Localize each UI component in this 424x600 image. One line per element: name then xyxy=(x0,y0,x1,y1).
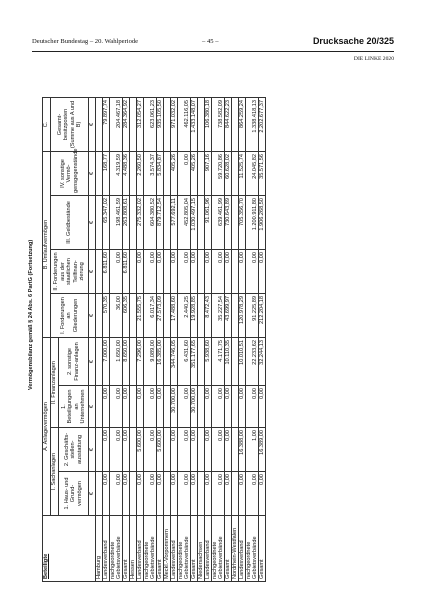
value-cell: 120.978,29 xyxy=(239,293,246,337)
empty-cell xyxy=(130,151,137,195)
value-cell: 263.808,61 xyxy=(123,195,130,249)
section-name: Niedersachsen xyxy=(198,516,205,582)
value-cell: 6.811,60 xyxy=(103,249,110,293)
value-cell: 5.834,87 xyxy=(157,151,164,195)
table-row xyxy=(103,97,110,581)
unit-cell: € xyxy=(89,337,96,385)
value-cell: 879.712,54 xyxy=(157,195,164,249)
section-name: Meckl.-Vorpommern xyxy=(164,516,171,582)
value-cell: 907,16 xyxy=(205,151,212,195)
value-cell: 65.347,02 xyxy=(103,195,110,249)
group-c: C. xyxy=(43,97,51,151)
value-cell: 275.332,02 xyxy=(137,195,144,249)
total-row xyxy=(191,97,198,581)
value-cell: 0,00 xyxy=(212,472,225,516)
value-cell: 0,00 xyxy=(144,386,157,428)
value-cell: 0,00 xyxy=(239,386,246,428)
empty-cell xyxy=(130,428,137,472)
value-cell: 106.380,18 xyxy=(205,97,212,151)
value-cell: 606,35 xyxy=(123,293,130,337)
value-cell: 0,00 xyxy=(191,249,198,293)
row-label: nachgeordnete Gebietsverbände xyxy=(144,516,157,582)
total-row xyxy=(259,97,266,581)
section-header-row xyxy=(198,97,205,581)
section-name: Nordrhein-Westfalen xyxy=(232,516,239,582)
value-cell: 21.555,75 xyxy=(137,293,144,337)
value-cell: 2.440,25 xyxy=(178,293,191,337)
section-header-row xyxy=(130,97,137,581)
value-cell: 0,00 xyxy=(191,428,198,472)
unit-cell: € xyxy=(89,428,96,472)
empty-cell xyxy=(232,151,239,195)
value-cell: 7.000,00 xyxy=(103,337,110,385)
table-row xyxy=(246,97,259,581)
unit-cell: € xyxy=(89,472,96,516)
value-cell: 1.200.911,80 xyxy=(246,195,259,249)
empty-cell xyxy=(232,337,239,385)
row-label: Landesverband xyxy=(205,516,212,582)
value-cell: 79.897,74 xyxy=(103,97,110,151)
empty-cell xyxy=(198,293,205,337)
table-row xyxy=(212,97,225,581)
empty-cell xyxy=(96,249,103,293)
value-cell: 0,00 xyxy=(171,249,178,293)
empty-cell xyxy=(232,195,239,249)
row-label: Gesamt xyxy=(259,516,266,582)
empty-cell xyxy=(96,151,103,195)
value-cell: 0,00 xyxy=(123,386,130,428)
empty-cell xyxy=(232,249,239,293)
empty-cell xyxy=(198,97,205,151)
page-number: – 45 – xyxy=(202,38,219,45)
value-cell: 1.433.148,07 xyxy=(191,97,198,151)
value-cell: 9.089,00 xyxy=(144,337,157,385)
value-cell: 604.380,52 xyxy=(144,195,157,249)
section-name: Hamburg xyxy=(96,516,103,582)
empty-cell xyxy=(232,293,239,337)
value-cell: 0,00 xyxy=(259,472,266,516)
value-cell: 730.643,89 xyxy=(225,195,232,249)
header-gesamtbesitzposten: Gesamt-besitzposten (Summe aus A und B) xyxy=(51,97,89,151)
value-cell: 212.204,18 xyxy=(259,293,266,337)
value-cell: 0,00 xyxy=(144,428,157,472)
value-cell: 0,00 xyxy=(225,249,232,293)
empty-cell xyxy=(96,337,103,385)
value-cell: 1.030.497,15 xyxy=(191,195,198,249)
value-cell: 623.061,23 xyxy=(144,97,157,151)
value-cell: 6.017,34 xyxy=(144,293,157,337)
value-cell: 452.805,04 xyxy=(178,195,191,249)
value-cell: 0,00 xyxy=(205,386,212,428)
empty-cell xyxy=(130,97,137,151)
table-row xyxy=(110,97,123,581)
row-label: nachgeordnete Gebietsverbände xyxy=(212,516,225,582)
empty-cell xyxy=(130,386,137,428)
value-cell: 2.202.677,37 xyxy=(259,97,266,151)
value-cell: 971.032,02 xyxy=(171,97,178,151)
empty-cell xyxy=(164,428,171,472)
value-cell: 36,00 xyxy=(110,293,123,337)
header-rule xyxy=(32,51,394,52)
value-cell: 30.700,00 xyxy=(171,386,178,428)
value-cell: 0,00 xyxy=(110,472,123,516)
empty-cell xyxy=(130,293,137,337)
value-cell: 1.906.268,50 xyxy=(259,195,266,249)
header-forderungen-gliederungen: I. Forderungen an Gliederungen xyxy=(51,293,89,337)
header-beteiligungen: 1. Beteiligungen an Unternehmen xyxy=(59,386,89,428)
document-number: Drucksache 20/325 xyxy=(312,36,394,46)
value-cell: 0,00 xyxy=(246,249,259,293)
empty-cell xyxy=(130,249,137,293)
value-cell: 32.244,13 xyxy=(259,337,266,385)
empty-cell xyxy=(164,472,171,516)
value-cell: 91.061,96 xyxy=(205,195,212,249)
value-cell: 8.472,43 xyxy=(205,293,212,337)
header-forderungen-teilfinanzierung: II. Forderungen aus der staatlichen Teilfinan-zierung xyxy=(51,249,89,293)
empty-cell xyxy=(164,337,171,385)
value-cell: 5.600,00 xyxy=(157,428,164,472)
value-cell: 705.356,70 xyxy=(239,195,246,249)
value-cell: 738.582,09 xyxy=(212,97,225,151)
value-cell: 43.699,97 xyxy=(225,293,232,337)
table-header xyxy=(43,97,96,581)
header-geldbestaende: III. Geldbestände xyxy=(51,195,89,249)
value-cell: 0,00 xyxy=(171,428,178,472)
row-label: Gesamt xyxy=(123,516,130,582)
header-sachanlagen: I. Sachanlagen xyxy=(51,428,59,516)
section-header-row xyxy=(96,97,103,581)
value-cell: 60.628,02 xyxy=(225,151,232,195)
header-haus-grundvermoegen: 1. Haus- und Grund-vermögen xyxy=(59,472,89,516)
value-cell: 935.105,50 xyxy=(157,97,164,151)
value-cell: 0,00 xyxy=(178,249,191,293)
table-body xyxy=(96,97,266,581)
value-cell: 0,00 xyxy=(212,249,225,293)
row-label: Gesamt xyxy=(225,516,232,582)
empty-cell xyxy=(232,428,239,472)
empty-cell xyxy=(198,337,205,385)
row-label: Landesverband xyxy=(103,516,110,582)
empty-cell xyxy=(164,151,171,195)
column-beteiligte: Beteiligte xyxy=(43,516,96,582)
value-cell: 0,00 xyxy=(178,386,191,428)
section-name: Hessen xyxy=(130,516,137,582)
value-cell: 0,00 xyxy=(157,249,164,293)
value-cell: 16.385,00 xyxy=(157,337,164,385)
row-label: nachgeordnete Gebietsverbände xyxy=(246,516,259,582)
page-header xyxy=(32,38,394,50)
value-cell: 0,00 xyxy=(137,386,144,428)
value-cell: 844.622,23 xyxy=(225,97,232,151)
section-header-row xyxy=(232,97,239,581)
value-cell: 17.488,60 xyxy=(171,293,178,337)
value-cell: 16.388,00 xyxy=(239,428,246,472)
empty-cell xyxy=(96,386,103,428)
value-cell: 16.389,00 xyxy=(259,428,266,472)
rotated-table-container xyxy=(42,98,392,582)
value-cell: 4.488,36 xyxy=(123,151,130,195)
value-cell: 0,00 xyxy=(178,472,191,516)
row-label: nachgeordnete Gebietsverbände xyxy=(178,516,191,582)
value-cell: 0,00 xyxy=(137,249,144,293)
unit-cell: € xyxy=(89,195,96,249)
value-cell: 1,00 xyxy=(246,428,259,472)
value-cell: 6.431,60 xyxy=(178,337,191,385)
empty-cell xyxy=(232,97,239,151)
empty-cell xyxy=(232,472,239,516)
value-cell: 1.338.418,13 xyxy=(246,97,259,151)
header-finanzanlagen: II. Finanzanlagen xyxy=(51,337,59,427)
empty-cell xyxy=(198,386,205,428)
value-cell: 24.045,82 xyxy=(246,151,259,195)
value-cell: 0,00 xyxy=(239,249,246,293)
value-cell: 0,00 xyxy=(103,386,110,428)
value-cell: 10.110,35 xyxy=(225,337,232,385)
value-cell: 0,00 xyxy=(137,472,144,516)
value-cell: 35.571,56 xyxy=(259,151,266,195)
value-cell: 2.260,50 xyxy=(137,151,144,195)
value-cell: 351.177,65 xyxy=(191,337,198,385)
group-anlagevermoegen: A. Anlagevermögen xyxy=(43,337,51,515)
empty-cell xyxy=(164,293,171,337)
value-cell: 0,00 xyxy=(225,428,232,472)
value-cell: 864.259,24 xyxy=(239,97,246,151)
empty-cell xyxy=(164,97,171,151)
value-cell: 198.461,59 xyxy=(110,195,123,249)
value-cell: 6.811,60 xyxy=(123,249,130,293)
header-sonstige-finanzanlagen: 2. sonstige Finanz-anlagen xyxy=(59,337,89,385)
empty-cell xyxy=(164,386,171,428)
value-cell: 0,00 xyxy=(178,151,191,195)
value-cell: 91.225,89 xyxy=(246,293,259,337)
value-cell: 344.746,05 xyxy=(171,337,178,385)
row-label: Gesamt xyxy=(191,516,198,582)
empty-cell xyxy=(198,249,205,293)
value-cell: 0,00 xyxy=(205,428,212,472)
empty-cell xyxy=(164,195,171,249)
value-cell: 0,00 xyxy=(225,386,232,428)
value-cell: 0,00 xyxy=(212,386,225,428)
value-cell: 639.461,99 xyxy=(212,195,225,249)
row-label: Gesamt xyxy=(157,516,164,582)
value-cell: 0,00 xyxy=(144,472,157,516)
empty-cell xyxy=(198,195,205,249)
value-cell: 7.296,00 xyxy=(137,337,144,385)
value-cell: 0,00 xyxy=(123,472,130,516)
value-cell: 27.573,09 xyxy=(157,293,164,337)
empty-cell xyxy=(96,195,103,249)
value-cell: 11.525,74 xyxy=(239,151,246,195)
table-row xyxy=(205,97,212,581)
empty-cell xyxy=(96,428,103,472)
value-cell: 0,00 xyxy=(246,472,259,516)
value-cell: 0,00 xyxy=(110,428,123,472)
value-cell: 577.692,11 xyxy=(171,195,178,249)
total-row xyxy=(157,97,164,581)
value-cell: 0,00 xyxy=(110,249,123,293)
value-cell: 5.938,60 xyxy=(205,337,212,385)
value-cell: 0,00 xyxy=(123,428,130,472)
unit-cell: € xyxy=(89,249,96,293)
value-cell: 0,00 xyxy=(157,472,164,516)
empty-cell xyxy=(96,97,103,151)
value-cell: 0,00 xyxy=(212,428,225,472)
unit-cell: € xyxy=(89,293,96,337)
table-row xyxy=(144,97,157,581)
empty-cell xyxy=(130,472,137,516)
value-cell: 204.467,18 xyxy=(110,97,123,151)
table-row xyxy=(137,97,144,581)
value-cell: 0,00 xyxy=(110,386,123,428)
table-row xyxy=(171,97,178,581)
row-label: Landesverband xyxy=(137,516,144,582)
value-cell: 0,00 xyxy=(103,472,110,516)
empty-cell xyxy=(130,195,137,249)
value-cell: 35.227,54 xyxy=(212,293,225,337)
page-title: Vermögensbilanz gemäß § 24 Abs. 6 PartG (Fortsetzung) xyxy=(28,239,34,390)
value-cell: 0,00 xyxy=(205,472,212,516)
empty-cell xyxy=(232,386,239,428)
value-cell: 0,00 xyxy=(225,472,232,516)
table-row xyxy=(178,97,191,581)
empty-cell xyxy=(164,249,171,293)
value-cell: 1.650,00 xyxy=(110,337,123,385)
value-cell: 5.600,00 xyxy=(137,428,144,472)
header-sonstige-vermoegensgegenstaende: IV. sonstige Vermö-gensgegenstände xyxy=(51,151,89,195)
empty-cell xyxy=(198,428,205,472)
empty-cell xyxy=(198,472,205,516)
total-row xyxy=(123,97,130,581)
value-cell: 4.171,75 xyxy=(212,337,225,385)
empty-cell xyxy=(96,472,103,516)
value-cell: 462.116,05 xyxy=(178,97,191,151)
unit-cell: € xyxy=(89,97,96,151)
value-cell: 4.319,59 xyxy=(110,151,123,195)
value-cell: 405,26 xyxy=(171,151,178,195)
section-header-row xyxy=(164,97,171,581)
value-cell: 10.010,51 xyxy=(239,337,246,385)
group-umlaufvermoegen: B. Umlaufvermögen xyxy=(43,151,51,337)
value-cell: 0,00 xyxy=(259,386,266,428)
total-row xyxy=(225,97,232,581)
value-cell: 8.650,00 xyxy=(123,337,130,385)
party-label: DIE LINKE 2020 xyxy=(353,56,394,62)
empty-cell xyxy=(130,337,137,385)
value-cell: 0,00 xyxy=(191,472,198,516)
asset-balance-table xyxy=(42,97,266,582)
value-cell: 0,00 xyxy=(157,386,164,428)
value-cell: 0,00 xyxy=(178,428,191,472)
value-cell: 0,00 xyxy=(239,472,246,516)
value-cell: 22.233,62 xyxy=(246,337,259,385)
empty-cell xyxy=(198,151,205,195)
value-cell: 3.574,37 xyxy=(144,151,157,195)
value-cell: 570,35 xyxy=(103,293,110,337)
value-cell: 0,00 xyxy=(259,249,266,293)
value-cell: 405,26 xyxy=(191,151,198,195)
value-cell: 30.700,00 xyxy=(191,386,198,428)
value-cell: 59.720,86 xyxy=(212,151,225,195)
value-cell: 19.928,85 xyxy=(191,293,198,337)
unit-cell: € xyxy=(89,386,96,428)
value-cell: 312.054,27 xyxy=(137,97,144,151)
publication-label: Deutscher Bundestag – 20. Wahlperiode xyxy=(32,38,139,45)
value-cell: 0,00 xyxy=(205,249,212,293)
header-geschaeftsstellenausstattung: 2. Geschäfts-stellen-ausstattung xyxy=(59,428,89,472)
value-cell: 168,77 xyxy=(103,151,110,195)
table-row xyxy=(239,97,246,581)
row-label: Landesverband xyxy=(171,516,178,582)
value-cell: 284.364,92 xyxy=(123,97,130,151)
empty-cell xyxy=(96,293,103,337)
row-label: nachgeordnete Gebietsverbände xyxy=(110,516,123,582)
value-cell: 0,00 xyxy=(171,472,178,516)
value-cell: 0,00 xyxy=(246,386,259,428)
unit-cell: € xyxy=(89,151,96,195)
row-label: Landesverband xyxy=(239,516,246,582)
value-cell: 0,00 xyxy=(144,249,157,293)
value-cell: 0,00 xyxy=(103,428,110,472)
